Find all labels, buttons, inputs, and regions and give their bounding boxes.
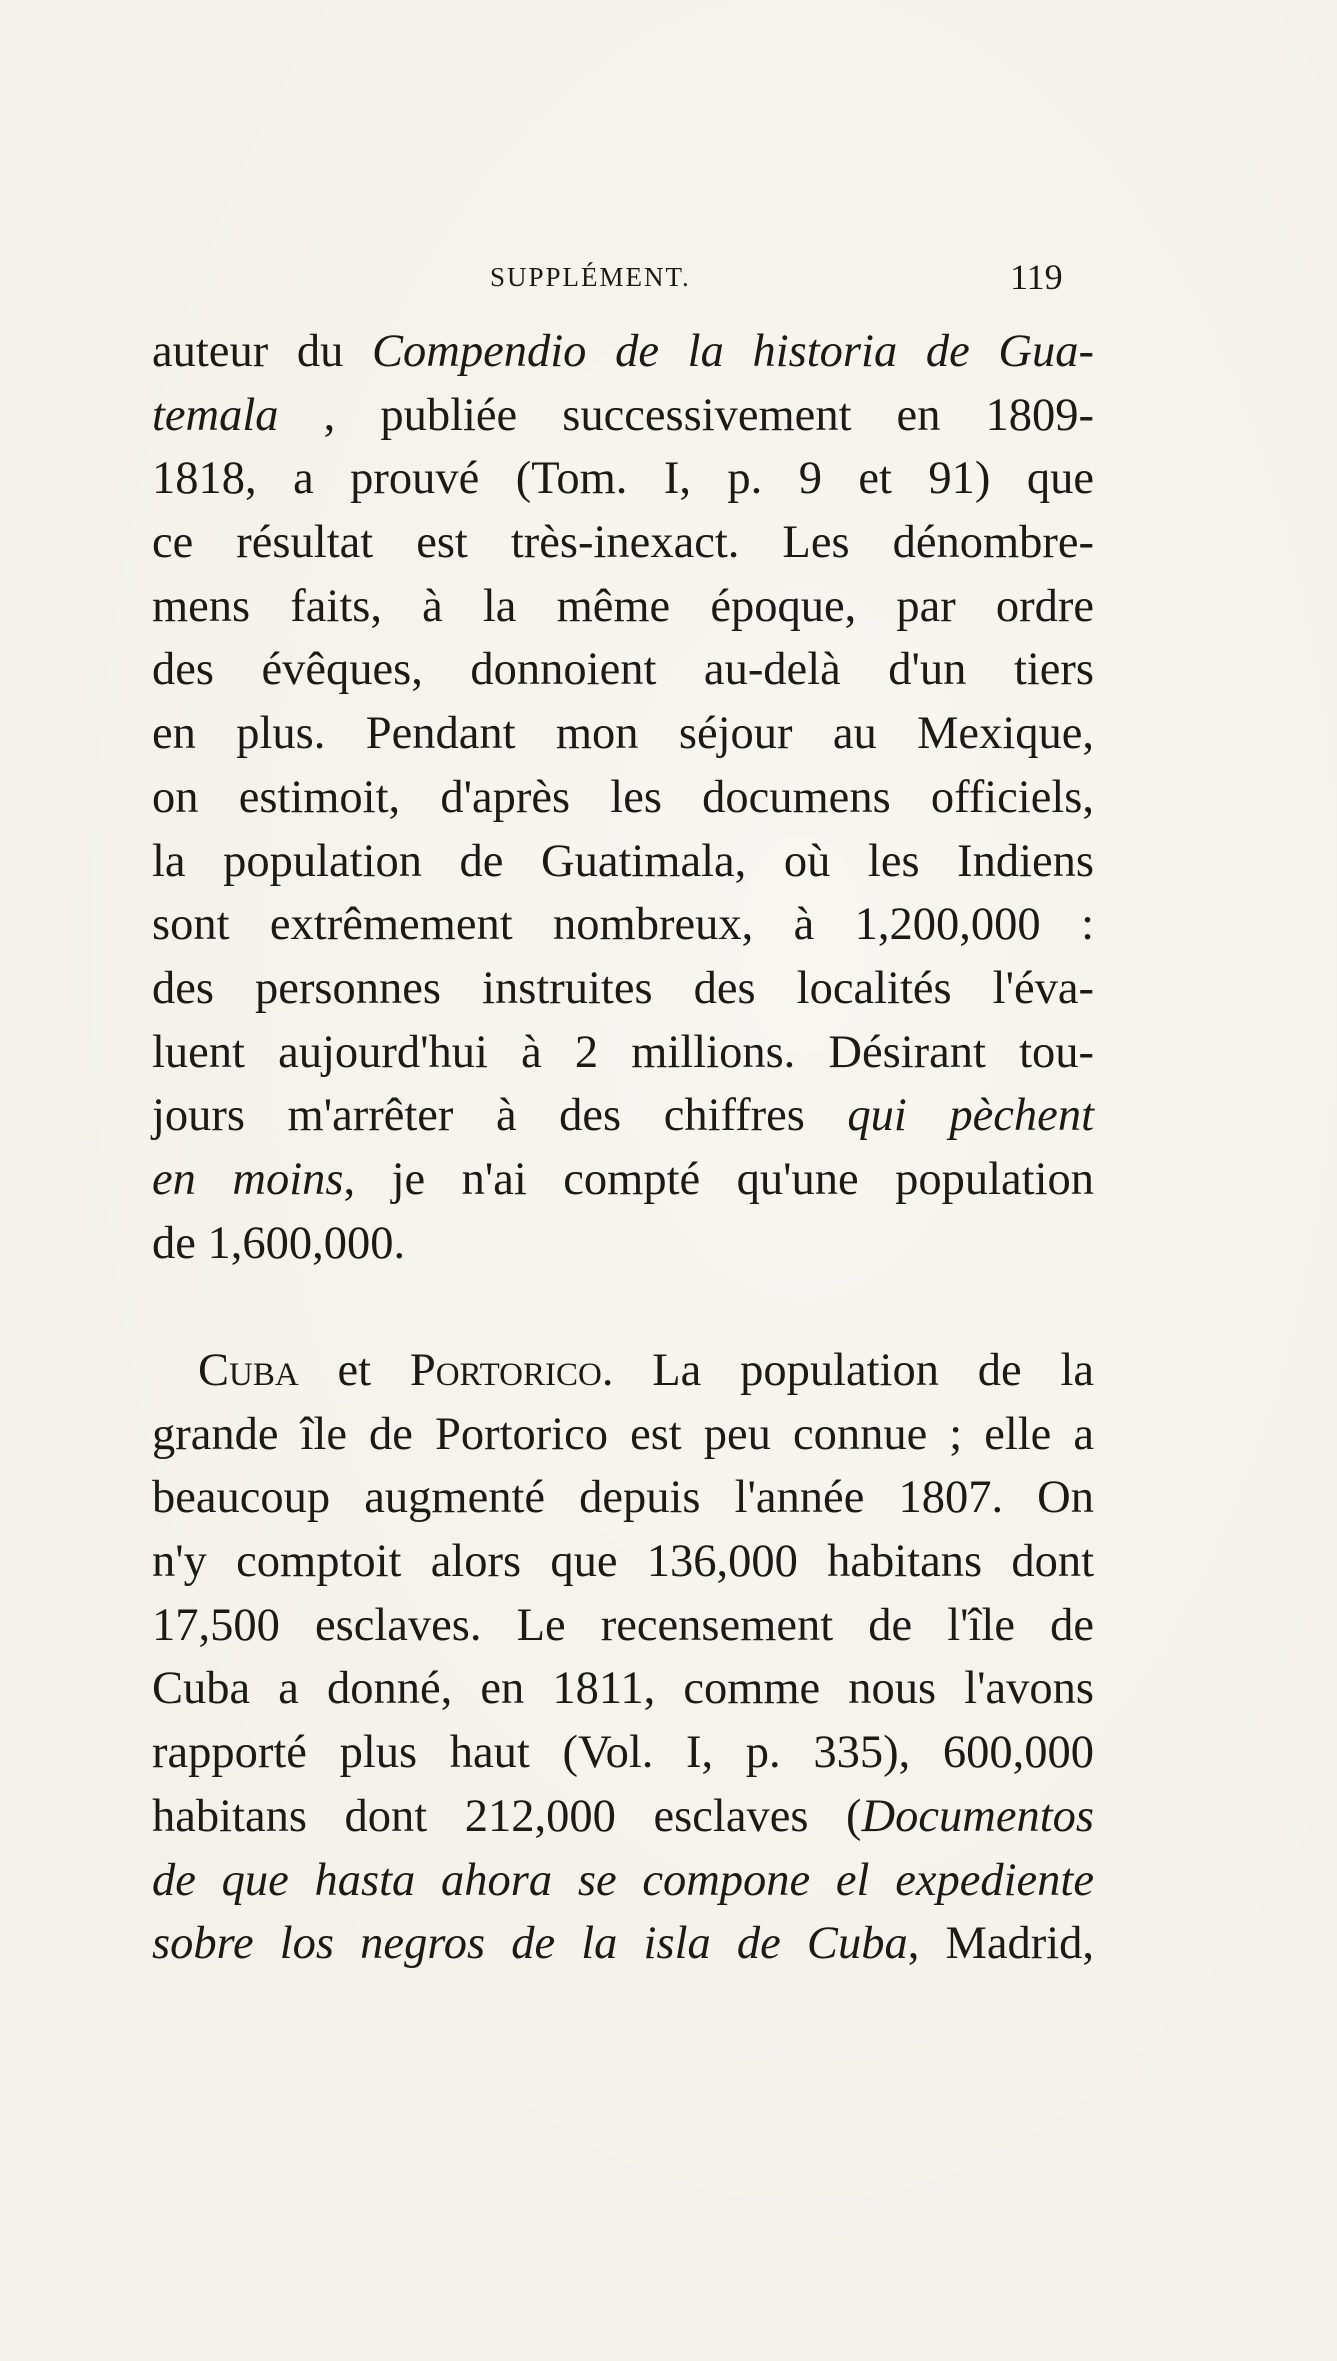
italic-text: en moins	[152, 1153, 344, 1205]
text-line	[152, 1084, 1094, 1148]
text-line	[152, 1785, 1094, 1849]
text-segment: 17,500 esclaves. Le recensement de l'île de	[152, 1599, 1094, 1651]
text-line	[152, 575, 1094, 639]
text-segment: luent aujourd'hui à 2 millions. Désirant tou-	[152, 1026, 1094, 1078]
text-line	[152, 893, 1094, 957]
text-segment: on estimoit, d'après les documens officiels,	[152, 771, 1094, 823]
text-segment: , Madrid,	[907, 1918, 1094, 1970]
italic-text: de que hasta ahora se compone el expediente	[152, 1854, 1094, 1906]
text-line	[152, 766, 1094, 830]
text-segment: des personnes instruites des localités l'éva-	[152, 962, 1094, 1014]
text-line	[152, 1339, 1094, 1403]
text-segment: , je n'ai compté qu'une population	[343, 1153, 1094, 1205]
text-line	[152, 702, 1094, 766]
text-line	[152, 830, 1094, 894]
text-line	[152, 1403, 1094, 1467]
text-segment: des évêques, donnoient au-delà d'un tiers	[152, 644, 1094, 696]
text-line	[152, 1849, 1094, 1913]
text-segment: de 1,600,000.	[152, 1217, 406, 1269]
italic-text: Documentos	[861, 1790, 1094, 1842]
text-line	[152, 320, 1094, 384]
text-segment: jours m'arrêter à des chiffres	[152, 1090, 848, 1142]
text-segment: grande île de Portorico est peu connue ; elle a	[152, 1408, 1094, 1460]
italic-text: Compendio de la historia de Gua-	[372, 326, 1094, 377]
text-segment: ce résultat est très-inexact. Les dénombre-	[152, 517, 1094, 569]
text-line	[152, 1212, 1094, 1276]
text-line	[152, 1657, 1094, 1721]
text-line	[152, 511, 1094, 575]
text-segment: La population de la	[613, 1345, 1095, 1396]
text-segment: , publiée successivement en 1809-	[278, 389, 1094, 441]
text-line	[152, 1148, 1094, 1212]
small-caps-text: Portorico.	[409, 1345, 614, 1396]
text-line	[152, 1594, 1094, 1658]
text-segment: et	[298, 1345, 410, 1396]
text-segment: beaucoup augmenté depuis l'année 1807. On	[152, 1472, 1094, 1524]
small-caps-text: Cuba	[198, 1345, 299, 1396]
text-segment: Cuba a donné, en 1811, comme nous l'avons	[152, 1663, 1094, 1715]
text-segment: la population de Guatimala, où les Indiens	[152, 835, 1094, 887]
text-line	[152, 384, 1094, 448]
text-segment: sont extrêmement nombreux, à 1,200,000 :	[152, 899, 1094, 951]
text-line	[152, 1912, 1094, 1976]
text-line	[152, 447, 1094, 511]
text-line	[152, 1530, 1094, 1594]
text-segment: mens faits, à la même époque, par ordre	[152, 580, 1094, 632]
text-line	[152, 638, 1094, 702]
italic-text: qui pèchent	[847, 1090, 1094, 1142]
text-line	[152, 957, 1094, 1021]
text-segment: en plus. Pendant mon séjour au Mexique,	[152, 708, 1094, 760]
running-head: SUPPLÉMENT.	[490, 262, 691, 292]
text-segment: habitans dont 212,000 esclaves (	[152, 1790, 862, 1842]
text-segment: n'y comptoit alors que 136,000 habitans dont	[152, 1536, 1094, 1588]
italic-text: sobre los negros de la isla de Cuba	[152, 1918, 908, 1970]
text-segment: auteur du	[152, 326, 373, 377]
italic-text: temala	[152, 389, 279, 441]
text-line	[152, 1721, 1094, 1785]
text-line	[152, 1466, 1094, 1530]
paragraph-gap	[152, 1275, 1094, 1339]
text-segment: rapporté plus haut (Vol. I, p. 335), 600,000	[152, 1727, 1094, 1779]
text-line	[152, 1021, 1094, 1085]
body-text	[152, 320, 1094, 1976]
page-number: 119	[1010, 257, 1063, 297]
text-segment: 1818, a prouvé (Tom. I, p. 9 et 91) que	[152, 453, 1094, 505]
page-header	[150, 257, 1110, 302]
